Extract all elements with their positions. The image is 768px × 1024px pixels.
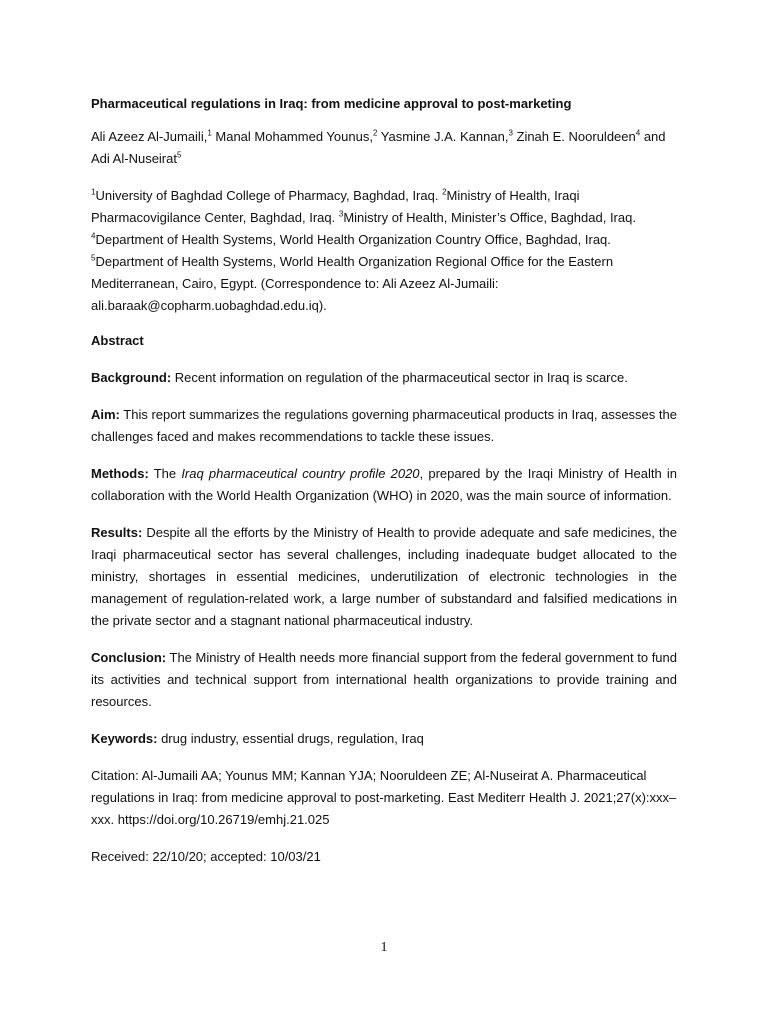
- affiliation-text: University of Baghdad College of Pharmacy, Baghdad, Iraq.: [95, 188, 443, 203]
- methods-text-after: , prepared by the Iraqi Ministry of Health in collaboration with the World Health Organization (WHO) in 2020, was the main source of information.: [91, 466, 678, 503]
- author-list: [91, 126, 677, 170]
- abstract-aim: [91, 404, 677, 448]
- paper-page: [91, 93, 677, 883]
- affiliation-marker: 1: [91, 187, 96, 197]
- abstract-results: [91, 522, 677, 632]
- abstract-conclusion: [91, 647, 677, 713]
- affiliation-marker: 4: [91, 231, 96, 241]
- author-name: Manal Mohammed Younus,: [211, 129, 373, 144]
- page-number: 1: [380, 940, 388, 955]
- abstract-background: [91, 367, 677, 389]
- conclusion-text: The Ministry of Health needs more financial support from the federal government to fund its activities and technical support from international health organizations to provide training and resources.: [91, 650, 677, 709]
- author-name: Ali Azeez Al-Jumaili,: [91, 129, 208, 144]
- results-text: Despite all the efforts by the Ministry of Health to provide adequate and safe medicines, the Iraqi pharmaceutical sector has several challenges, including inadequate budget allocated to the ministry, shortages in essential medicines, underutilization of electronic technologies in the management of regulation-related work, a large number of substandard and falsified medications in the private sector and a stagnant national pharmaceutical industry.: [91, 525, 677, 628]
- author-affiliation-marker: 4: [635, 128, 641, 138]
- methods-source-title: Iraq pharmaceutical country profile 2020: [181, 466, 420, 481]
- author-affiliation-marker: 3: [508, 128, 513, 138]
- methods-text-before: The: [148, 466, 182, 481]
- author-name: and Adi Al-Nuseirat: [91, 129, 666, 166]
- keywords: [91, 728, 677, 750]
- background-text: Recent information on regulation of the pharmaceutical sector in Iraq is scarce.: [171, 370, 628, 385]
- affiliation-text: Ministry of Health, Minister’s Office, Baghdad, Iraq.: [343, 210, 636, 225]
- paper-title: Pharmaceutical regulations in Iraq: from medicine approval to post-marketing: [91, 96, 572, 111]
- abstract-heading: Abstract: [91, 333, 144, 348]
- affiliation-text: Department of Health Systems, World Health Organization Regional Office for the Eastern Mediterranean, Cairo, Egypt. (Correspondence to: Ali Azeez Al-Jumaili: ali.baraak@copharm.uobaghdad.edu.iq).: [91, 254, 614, 313]
- affiliation-marker: 3: [338, 209, 344, 219]
- author-affiliation-marker: 2: [372, 128, 378, 138]
- received-date: Received: 22/10/20; accepted: 10/03/21: [91, 849, 321, 864]
- affiliation-marker: 5: [91, 253, 96, 263]
- citation: Citation: Al-Jumaili AA; Younus MM; Kannan YJA; Nooruldeen ZE; Al-Nuseirat A. Pharmaceutical regulations in Iraq: from medicine approval to post-marketing. East Mediterr Health J. 2021;27(x):xxx–xxx. https://doi.org/10.26719/emhj.21.025: [91, 768, 677, 827]
- affiliation-list: [91, 185, 677, 317]
- background-label: Background:: [91, 370, 172, 385]
- abstract-methods: [91, 463, 677, 507]
- affiliation-marker: 2: [442, 187, 447, 197]
- affiliation-text: Ministry of Health, Iraqi Pharmacovigilance Center, Baghdad, Iraq.: [91, 188, 580, 225]
- aim-label: Aim:: [91, 407, 120, 422]
- author-name: Yasmine J.A. Kannan,: [377, 129, 509, 144]
- conclusion-label: Conclusion:: [91, 650, 167, 665]
- author-affiliation-marker: 5: [176, 150, 182, 160]
- author-name: Zinah E. Nooruldeen: [512, 129, 636, 144]
- keywords-label: Keywords:: [91, 731, 158, 746]
- results-label: Results:: [91, 525, 143, 540]
- author-affiliation-marker: 1: [207, 128, 212, 138]
- aim-text: This report summarizes the regulations governing pharmaceutical products in Iraq, assesses the challenges faced and makes recommendations to tackle these issues.: [91, 407, 677, 444]
- affiliation-text: Department of Health Systems, World Health Organization Country Office, Baghdad, Iraq.: [95, 232, 611, 247]
- methods-label: Methods:: [91, 466, 149, 481]
- keywords-text: drug industry, essential drugs, regulation, Iraq: [157, 731, 424, 746]
